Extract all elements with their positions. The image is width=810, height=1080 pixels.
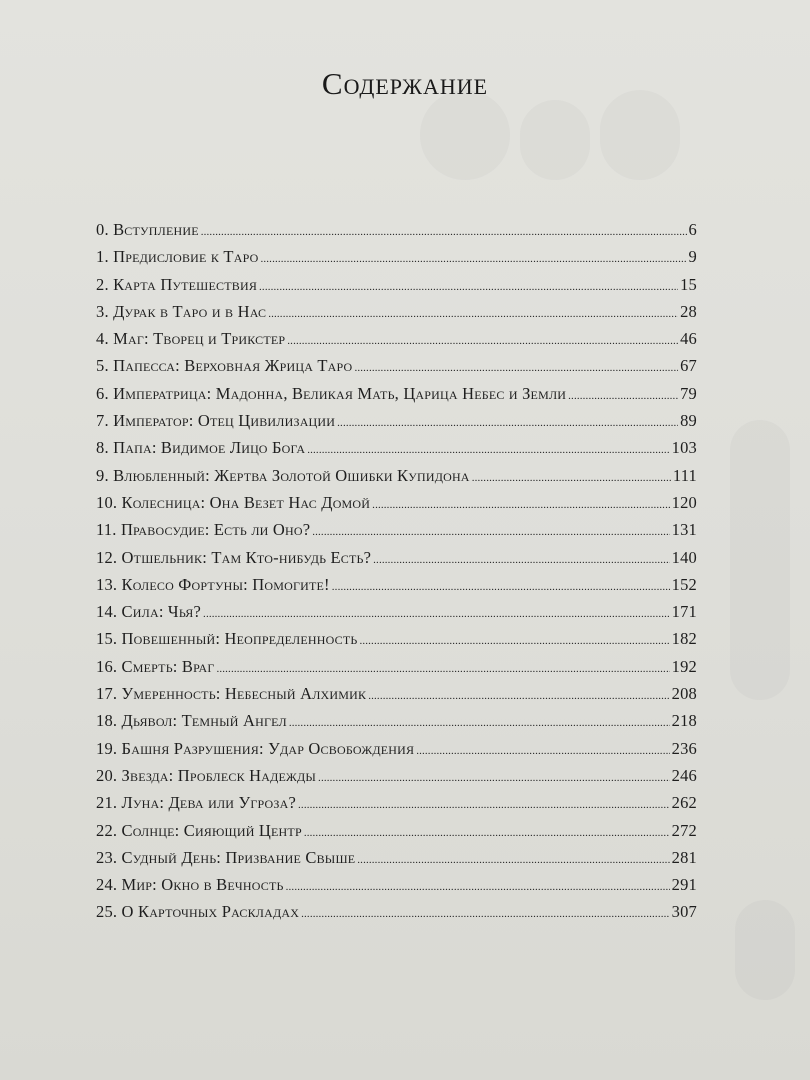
toc-entry-page-number: 307 bbox=[671, 902, 697, 922]
toc-entry-page-number: 111 bbox=[672, 465, 697, 485]
toc-dot-leader bbox=[332, 575, 670, 595]
toc-entry-page-number: 28 bbox=[680, 301, 697, 321]
toc-entry bbox=[96, 575, 697, 602]
toc-entry-page-number: 171 bbox=[671, 602, 697, 622]
toc-entry bbox=[96, 548, 697, 575]
toc-entry-page-number: 236 bbox=[671, 738, 697, 758]
toc-entry-title: 7. Император: Отец Цивилизации bbox=[96, 411, 336, 431]
toc-entry-title: 11. Правосудие: Есть ли Оно? bbox=[96, 520, 311, 540]
toc-entry-title: 23. Судный День: Призвание Свыше bbox=[96, 847, 356, 867]
toc-entry-page-number: 192 bbox=[671, 656, 697, 676]
toc-entry-title: 25. О Карточных Раскладах bbox=[96, 902, 300, 922]
toc-entry-title: 2. Карта Путешествия bbox=[96, 274, 258, 294]
toc-entry bbox=[96, 684, 697, 711]
toc-dot-leader bbox=[368, 684, 669, 704]
toc-entry bbox=[96, 875, 697, 902]
toc-dot-leader bbox=[260, 247, 686, 267]
toc-entry bbox=[96, 493, 697, 520]
toc-dot-leader bbox=[304, 821, 670, 841]
toc-entry-page-number: 262 bbox=[671, 793, 697, 813]
toc-entry-title: 10. Колесница: Она Везет Нас Домой bbox=[96, 492, 371, 512]
toc-entry bbox=[96, 275, 697, 302]
toc-entry-title: 12. Отшельник: Там Кто-нибудь Есть? bbox=[96, 547, 372, 567]
toc-entry bbox=[96, 438, 697, 465]
toc-entry-title: 0. Вступление bbox=[96, 220, 199, 239]
toc-entry-page-number: 6 bbox=[688, 220, 697, 239]
toc-entry-title: 18. Дьявол: Темный Ангел bbox=[96, 711, 287, 731]
toc-entry-page-number: 46 bbox=[680, 329, 697, 349]
toc-entry bbox=[96, 629, 697, 656]
toc-entry bbox=[96, 711, 697, 738]
toc-dot-leader bbox=[268, 302, 678, 322]
toc-dot-leader bbox=[259, 275, 678, 295]
toc-dot-leader bbox=[354, 356, 678, 376]
show-through-shape bbox=[420, 90, 510, 180]
toc-dot-leader bbox=[289, 711, 670, 731]
toc-dot-leader bbox=[201, 220, 687, 240]
toc-entry-page-number: 103 bbox=[671, 438, 697, 458]
toc-entry-page-number: 131 bbox=[671, 520, 697, 540]
toc-entry-page-number: 246 bbox=[671, 765, 697, 785]
toc-entry-page-number: 218 bbox=[671, 711, 697, 731]
show-through-shape bbox=[520, 100, 590, 180]
toc-dot-leader bbox=[373, 548, 670, 568]
show-through-shape bbox=[735, 900, 795, 1000]
toc-dot-leader bbox=[372, 493, 669, 513]
toc-entry-page-number: 67 bbox=[680, 356, 697, 376]
toc-dot-leader bbox=[203, 602, 670, 622]
toc-entry bbox=[96, 302, 697, 329]
toc-entry-title: 4. Маг: Творец и Трикстер bbox=[96, 329, 286, 349]
toc-entry bbox=[96, 466, 697, 493]
toc-entry-page-number: 9 bbox=[688, 247, 697, 267]
toc-entry-title: 3. Дурак в Таро и в Нас bbox=[96, 301, 267, 321]
toc-entry bbox=[96, 356, 697, 383]
toc-entry-title: 19. Башня Разрушения: Удар Освобождения bbox=[96, 738, 415, 758]
toc-dot-leader bbox=[416, 739, 669, 759]
toc-entry bbox=[96, 657, 697, 684]
toc-dot-leader bbox=[357, 848, 669, 868]
toc-dot-leader bbox=[286, 875, 670, 895]
toc-entry-title: 6. Императрица: Мадонна, Великая Мать, Царица Небес и Земли bbox=[96, 383, 567, 403]
toc-entry-page-number: 140 bbox=[671, 547, 697, 567]
toc-entry bbox=[96, 520, 697, 547]
toc-dot-leader bbox=[568, 384, 678, 404]
toc-dot-leader bbox=[307, 438, 669, 458]
toc-entry bbox=[96, 411, 697, 438]
toc-entry-title: 16. Смерть: Враг bbox=[96, 656, 215, 676]
toc-entry bbox=[96, 848, 697, 875]
toc-dot-leader bbox=[216, 657, 669, 677]
show-through-shape bbox=[730, 420, 790, 700]
toc-dot-leader bbox=[287, 329, 678, 349]
table-of-contents bbox=[96, 220, 697, 930]
toc-dot-leader bbox=[359, 629, 669, 649]
toc-entry-title: 17. Умеренность: Небесный Алхимик bbox=[96, 684, 367, 704]
toc-entry-page-number: 272 bbox=[671, 820, 697, 840]
toc-entry-title: 14. Сила: Чья? bbox=[96, 602, 202, 622]
toc-entry-page-number: 120 bbox=[671, 492, 697, 512]
toc-dot-leader bbox=[337, 411, 678, 431]
toc-entry-title: 8. Папа: Видимое Лицо Бога bbox=[96, 438, 306, 458]
toc-entry-page-number: 79 bbox=[680, 383, 697, 403]
toc-entry-page-number: 182 bbox=[671, 629, 697, 649]
toc-entry-title: 15. Повешенный: Неопределенность bbox=[96, 629, 358, 649]
toc-entry bbox=[96, 766, 697, 793]
toc-entry bbox=[96, 793, 697, 820]
toc-entry bbox=[96, 739, 697, 766]
toc-entry-page-number: 89 bbox=[680, 411, 697, 431]
toc-entry bbox=[96, 902, 697, 929]
toc-dot-leader bbox=[472, 466, 671, 486]
toc-entry-title: 21. Луна: Дева или Угроза? bbox=[96, 793, 297, 813]
toc-entry bbox=[96, 602, 697, 629]
toc-entry-title: 13. Колесо Фортуны: Помогите! bbox=[96, 574, 330, 594]
toc-entry-title: 22. Солнце: Сияющий Центр bbox=[96, 820, 302, 840]
toc-entry bbox=[96, 220, 697, 247]
show-through-shape bbox=[600, 90, 680, 180]
toc-entry-title: 1. Предисловие к Таро bbox=[96, 247, 259, 267]
toc-dot-leader bbox=[318, 766, 670, 786]
toc-entry-page-number: 152 bbox=[671, 574, 697, 594]
toc-dot-leader bbox=[312, 520, 669, 540]
page-title: Содержание bbox=[321, 66, 489, 101]
toc-entry bbox=[96, 329, 697, 356]
toc-dot-leader bbox=[298, 793, 670, 813]
toc-entry-page-number: 291 bbox=[671, 875, 697, 895]
toc-dot-leader bbox=[301, 902, 670, 922]
toc-entry bbox=[96, 384, 697, 411]
toc-entry-title: 5. Папесса: Верховная Жрица Таро bbox=[96, 356, 353, 376]
toc-entry bbox=[96, 821, 697, 848]
toc-entry-title: 9. Влюбленный: Жертва Золотой Ошибки Купидона bbox=[96, 465, 470, 485]
toc-entry bbox=[96, 247, 697, 274]
toc-entry-page-number: 281 bbox=[671, 847, 697, 867]
toc-entry-title: 20. Звезда: Проблеск Надежды bbox=[96, 765, 317, 785]
toc-entry-page-number: 208 bbox=[671, 684, 697, 704]
toc-entry-page-number: 15 bbox=[680, 274, 697, 294]
toc-entry-title: 24. Мир: Окно в Вечность bbox=[96, 875, 284, 895]
